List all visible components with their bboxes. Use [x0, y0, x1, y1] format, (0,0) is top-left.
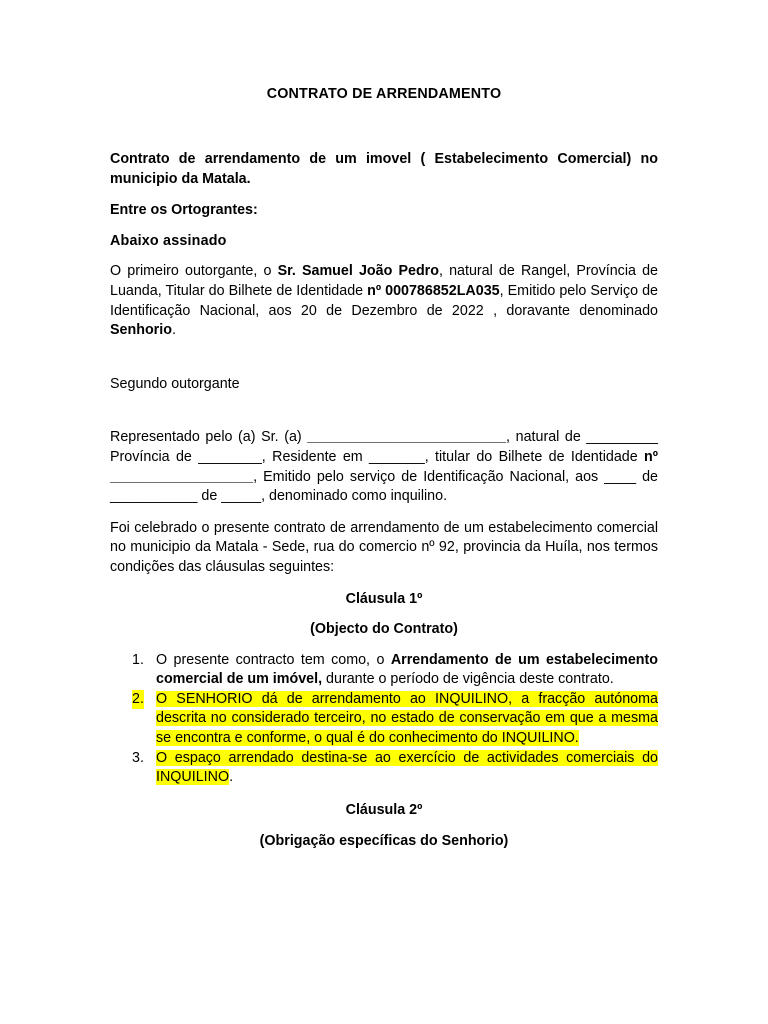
clause-1-item-3 — [110, 749, 658, 788]
list-number: 3. — [132, 749, 144, 766]
clause-1-item-2-text: O SENHORIO dá de arrendamento ao INQUILINO, a fracção autónoma descrita no considerado terceiro, no estado de conservação em que a mesma se encontra e conforme, o qual é do conhecimento do INQUILINO. — [156, 690, 658, 747]
second-party-name-blank: _________________________ — [307, 429, 507, 446]
celebration-paragraph: Foi celebrado o presente contrato de arrendamento de um estabelecimento comercial no municipio da Matala - Sede, rua do comercio nº 92, provincia da Huíla, nos termos condições das cláusulas seguintes: — [110, 519, 658, 575]
document-title: CONTRATO DE ARRENDAMENTO — [266, 86, 502, 102]
clause-1-number: Cláusula 1º — [345, 590, 423, 607]
second-party-text-1: , natural de _________ Província de ________, Residente em _______, titular do Bilhete de Identidade — [110, 429, 658, 465]
second-party-heading: Segundo outorgante — [110, 375, 240, 392]
contract-subtitle: Contrato de arrendamento de um imovel ( Estabelecimento Comercial) no municipio da Matala. — [110, 151, 658, 187]
second-party-id-blank: nº __________________ — [110, 448, 658, 485]
first-party-text-1: , natural de Rangel, Província de Luanda, Titular do Bilhete de Identidade — [110, 263, 658, 299]
first-party-intro: O primeiro outorgante, o — [110, 263, 278, 280]
first-party-id-number: nº 000786852LA035 — [367, 282, 500, 299]
clause-2-title: (Obrigação específicas do Senhorio) — [259, 833, 509, 850]
list-number: 1. — [132, 651, 144, 668]
parties-heading: Entre os Ortograntes: — [110, 202, 258, 219]
clause-1-item-3-end: . — [229, 769, 234, 786]
first-party-paragraph — [110, 262, 658, 340]
contract-page — [110, 84, 658, 852]
first-party-end: . — [171, 322, 176, 339]
clause-1-title: (Objecto do Contrato) — [310, 621, 458, 638]
list-number: 2. — [132, 690, 144, 710]
first-party-text-2: , Emitido pelo Serviço de Identificação Nacional, aos 20 de Dezembro de 2022 , doravante denominado — [110, 282, 659, 319]
second-party-intro: Representado pelo (a) Sr. (a) — [110, 429, 308, 446]
signed-below-label: Abaixo assinado — [110, 232, 227, 249]
clause-1-item-1-post: durante o período de vigência deste contrato. — [322, 671, 614, 688]
clause-1-item-3-text: O espaço arrendado destina-se ao exercício de actividades comerciais do INQUILINO — [156, 749, 658, 786]
clause-1-item-2 — [110, 690, 658, 749]
first-party-designation: Senhorio — [110, 322, 172, 339]
clause-1-item-1-pre: O presente contracto tem como, o — [156, 651, 391, 668]
first-party-name: Sr. Samuel João Pedro — [277, 263, 439, 280]
second-party-paragraph — [110, 428, 658, 506]
clause-1-item-1 — [110, 651, 658, 690]
clause-1-item-1-bold: Arrendamento de um estabelecimento comercial de um imóvel, — [156, 651, 658, 688]
second-party-text-2: , Emitido pelo serviço de Identificação Nacional, aos ____ de ___________ de _____, denominado como inquilino. — [110, 468, 658, 505]
clause-2-number: Cláusula 2º — [345, 801, 423, 818]
clause-1-list — [110, 651, 658, 788]
